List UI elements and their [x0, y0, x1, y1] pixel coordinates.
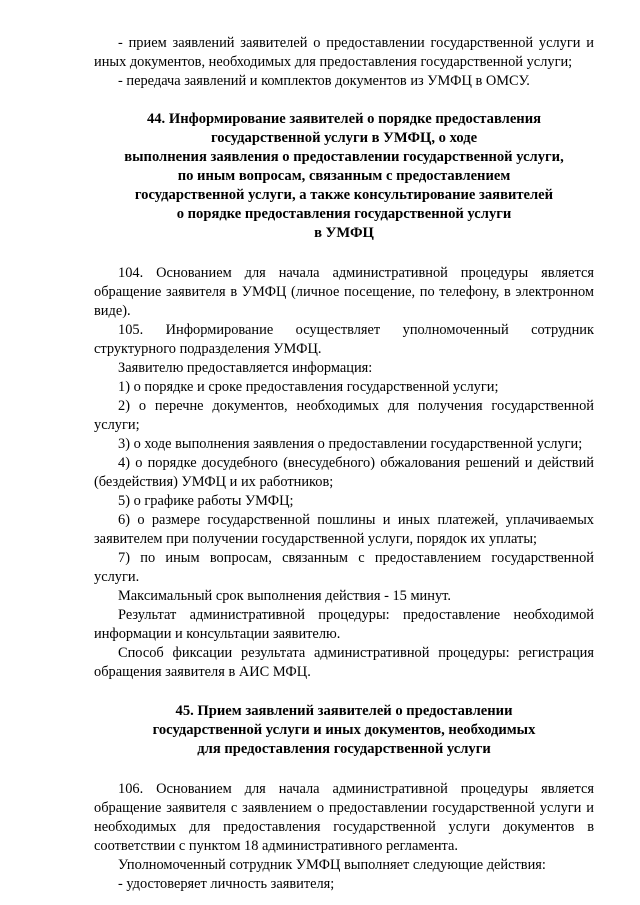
list-item-6: 6) о размере государственной пошлины и иных платежей, уплачиваемых заявителем при получении государственной услуги, порядок их уплаты; — [94, 512, 594, 547]
spacer — [94, 682, 594, 702]
paragraph-transfer: - передача заявлений и комплектов документов из УМФЦ в ОМСУ. — [118, 73, 530, 89]
paragraph-result: Результат административной процедуры: предоставление необходимой информации и консультации заявителю. — [94, 607, 594, 642]
heading-line: государственной услуги, а также консультирование заявителей — [134, 187, 554, 203]
spacer — [94, 243, 594, 264]
paragraph-reception: - прием заявлений заявителей о предоставлении государственной услуги и иных документов, необходимых для предоставления государственной услуги; — [94, 35, 594, 70]
section-44-heading — [94, 110, 594, 243]
paragraph-106: 106. Основанием для начала административной процедуры является обращение заявителя с заявлением о предоставлении государственной услуги и необходимых для предоставления государственной услуги документов в соответствии с пунктом 18 административного регламента. — [94, 781, 594, 854]
heading-line: выполнения заявления о предоставлении государственной услуги, — [124, 149, 564, 165]
list-item-1: 1) о порядке и сроке предоставления государственной услуги; — [118, 379, 499, 395]
heading-line: 44. Информирование заявителей о порядке предоставления — [146, 111, 542, 127]
paragraph-105: 105. Информирование осуществляет уполномоченный сотрудник структурного подразделения УМФЦ. — [94, 322, 594, 357]
list-item-5: 5) о графике работы УМФЦ; — [118, 493, 294, 509]
heading-line: для предоставления государственной услуги — [197, 741, 491, 757]
spacer — [94, 759, 594, 780]
paragraph-max-time: Максимальный срок выполнения действия - 15 минут. — [118, 588, 451, 604]
spacer — [94, 91, 594, 110]
heading-line: государственной услуги и иных документов, необходимых — [152, 722, 536, 738]
heading-line: о порядке предоставления государственной услуги — [176, 206, 512, 222]
list-item-identity: - удостоверяет личность заявителя; — [118, 876, 335, 892]
heading-line: по иным вопросам, связанным с предоставлением — [177, 168, 511, 184]
heading-line: государственной услуги в УМФЦ, о ходе — [210, 130, 478, 146]
list-item-4: 4) о порядке досудебного (внесудебного) обжалования решений и действий (бездействия) УМФЦ и их работников; — [94, 455, 594, 490]
heading-line: в УМФЦ — [314, 225, 374, 241]
paragraph-info-intro: Заявителю предоставляется информация: — [118, 360, 373, 376]
section-45-heading — [94, 702, 594, 759]
list-item-3: 3) о ходе выполнения заявления о предоставлении государственной услуги; — [118, 436, 583, 452]
paragraph-fixation: Способ фиксации результата административной процедуры: регистрация обращения заявителя в АИС МФЦ. — [94, 645, 594, 680]
list-item-2: 2) о перечне документов, необходимых для получения государственной услуги; — [94, 398, 594, 433]
heading-line: 45. Прием заявлений заявителей о предоставлении — [175, 703, 513, 719]
paragraph-actions-intro: Уполномоченный сотрудник УМФЦ выполняет следующие действия: — [118, 857, 546, 873]
paragraph-104: 104. Основанием для начала административной процедуры является обращение заявителя в УМФЦ (личное посещение, по телефону, в электронном виде). — [94, 265, 594, 319]
list-item-7: 7) по иным вопросам, связанным с предоставлением государственной услуги. — [94, 550, 594, 585]
